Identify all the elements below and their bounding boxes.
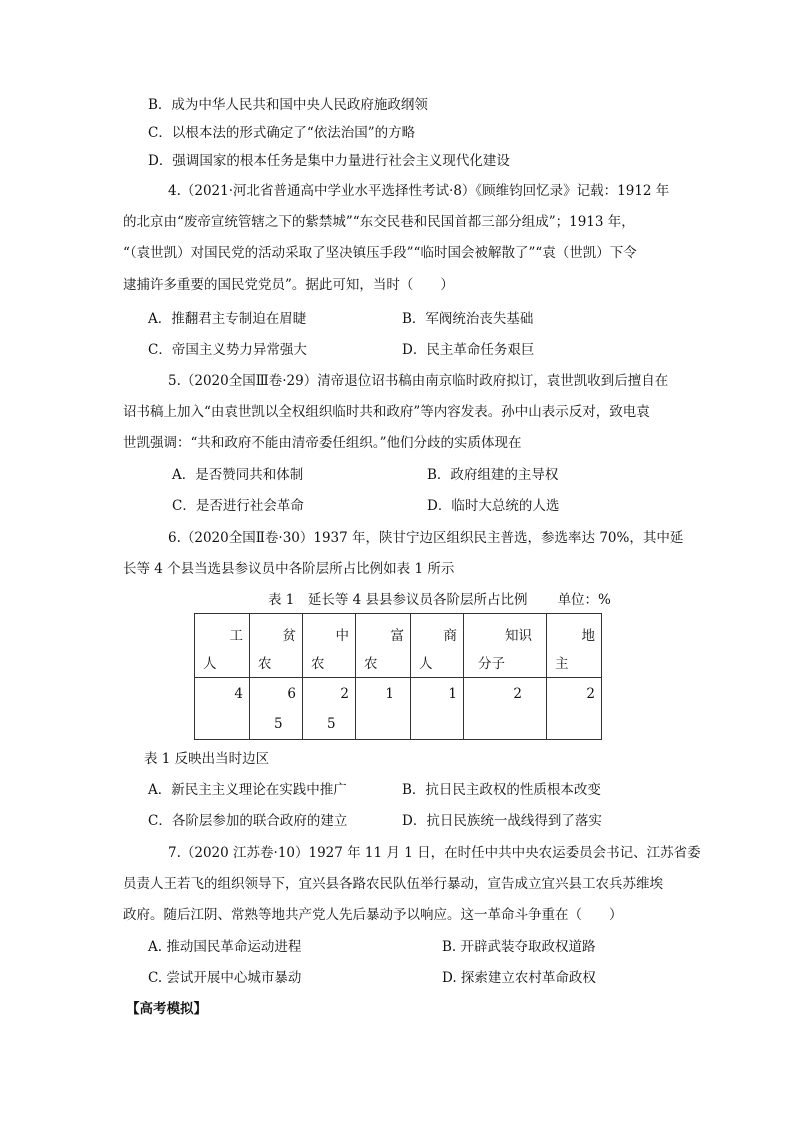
q5-option-b: B．政府组建的主导权 [427, 467, 559, 483]
q7-option-c: C. 尝试开展中心城市暴动 [148, 970, 302, 986]
q5-option-a: A．是否赞同共和体制 [172, 467, 304, 483]
value-cell: 6 5 [250, 678, 303, 740]
q4-option-a: A．推翻君主专制迫在眉睫 [148, 311, 307, 327]
header-cell: 商 人 [411, 614, 464, 678]
q6-option-d: D．抗日民族统一战线得到了落实 [402, 813, 602, 829]
header-cell: 富 农 [356, 614, 411, 678]
q4-stem-line-3: “（袁世凯）对国民党的活动采取了坚决镇压手段”“临时国会被解散了”“袁（世凯）下令 [123, 245, 637, 261]
q6-after-table: 表 1 反映出当时边区 [144, 751, 270, 767]
header-cell: 中 农 [303, 614, 356, 678]
header-cell: 工 人 [195, 614, 250, 678]
q5-option-d: D．临时大总统的人选 [427, 498, 560, 514]
q7-stem-line-3: 政府。随后江阴、常熟等地共产党人先后暴动予以响应。这一革命斗争重在（ ） [123, 907, 623, 923]
q4-stem-line-4: 逮捕许多重要的国民党党员”。据此可知，当时（ ） [123, 277, 454, 293]
q7-stem-line-1: 7.（2020 江苏卷·10）1927 年 11 月 1 日，在时任中共中央农运委员会书记、江苏省委 [168, 845, 701, 861]
q5-stem-line-3: 世凯强调：“共和政府不能由清帝委任组织。”他们分歧的实质体现在 [123, 435, 522, 451]
table-caption: 表 1 延长等 4 县县参议员各阶层所占比例 [268, 592, 528, 608]
section-heading: 【高考模拟】 [126, 1001, 207, 1017]
table-unit: 单位：% [557, 592, 611, 608]
q7-option-a: A. 推动国民革命运动进程 [148, 939, 302, 955]
header-cell: 贫 农 [250, 614, 303, 678]
q5-stem-line-2: 诏书稿上加入“由袁世凯以全权组织临时共和政府”等内容发表。孙中山表示反对，致电袁 [123, 404, 650, 420]
q4-stem-line-1: 4.（2021·河北省普通高中学业水平选择性考试·8）《顾维钧回忆录》记载：1912 年 [168, 183, 670, 199]
q4-option-b: B．军阀统治丧失基础 [402, 311, 534, 327]
q3-option-b: B．成为中华人民共和国中央人民政府施政纲领 [148, 97, 428, 113]
stratum-ratio-table [194, 613, 602, 740]
q5-stem-line-1: 5.（2020全国Ⅲ卷·29）清帝退位诏书稿由南京临时政府拟订，袁世凯收到后擅自在 [168, 373, 669, 389]
q6-stem-line-1: 6.（2020全国Ⅱ卷·30）1937 年，陕甘宁边区组织民主普选，参选率达 70%，其中延 [168, 530, 684, 546]
q3-option-d: D．强调国家的根本任务是集中力量进行社会主义现代化建设 [148, 153, 510, 169]
value-cell: 2 [464, 678, 547, 740]
q6-option-b: B．抗日民主政权的性质根本改变 [402, 782, 601, 798]
table-title [268, 590, 611, 610]
value-cell: 2 5 [303, 678, 356, 740]
table-header-row [195, 614, 602, 678]
header-cell: 知识 分子 [464, 614, 547, 678]
header-cell: 地 主 [547, 614, 602, 678]
q3-option-c: C．以根本法的形式确定了“依法治国”的方略 [148, 125, 416, 141]
q4-stem-line-2: 的北京由“废帝宣统管辖之下的紫禁城”“东交民巷和民国首都三部分组成”；1913 年， [123, 214, 635, 230]
q4-option-c: C．帝国主义势力异常强大 [148, 342, 307, 358]
q6-option-c: C．各阶层参加的联合政府的建立 [148, 813, 348, 829]
q7-option-b: B. 开辟武装夺取政权道路 [442, 939, 596, 955]
q7-option-d: D. 探索建立农村革命政权 [442, 970, 596, 986]
value-cell: 1 [411, 678, 464, 740]
q6-stem-line-2: 长等 4 个县当选县参议员中各阶层所占比例如表 1 所示 [123, 561, 455, 577]
q4-option-d: D．民主革命任务艰巨 [402, 342, 535, 358]
table-value-row [195, 678, 602, 740]
q6-option-a: A．新民主主义理论在实践中推广 [148, 782, 347, 798]
q7-stem-line-2: 员责人王若飞的组织领导下，宜兴县各路农民队伍举行暴动，宣告成立宜兴县工农兵苏维埃 [123, 876, 663, 892]
value-cell: 2 [547, 678, 602, 740]
q5-option-c: C．是否进行社会革命 [172, 498, 304, 514]
value-cell: 4 [195, 678, 250, 740]
value-cell: 1 [356, 678, 411, 740]
